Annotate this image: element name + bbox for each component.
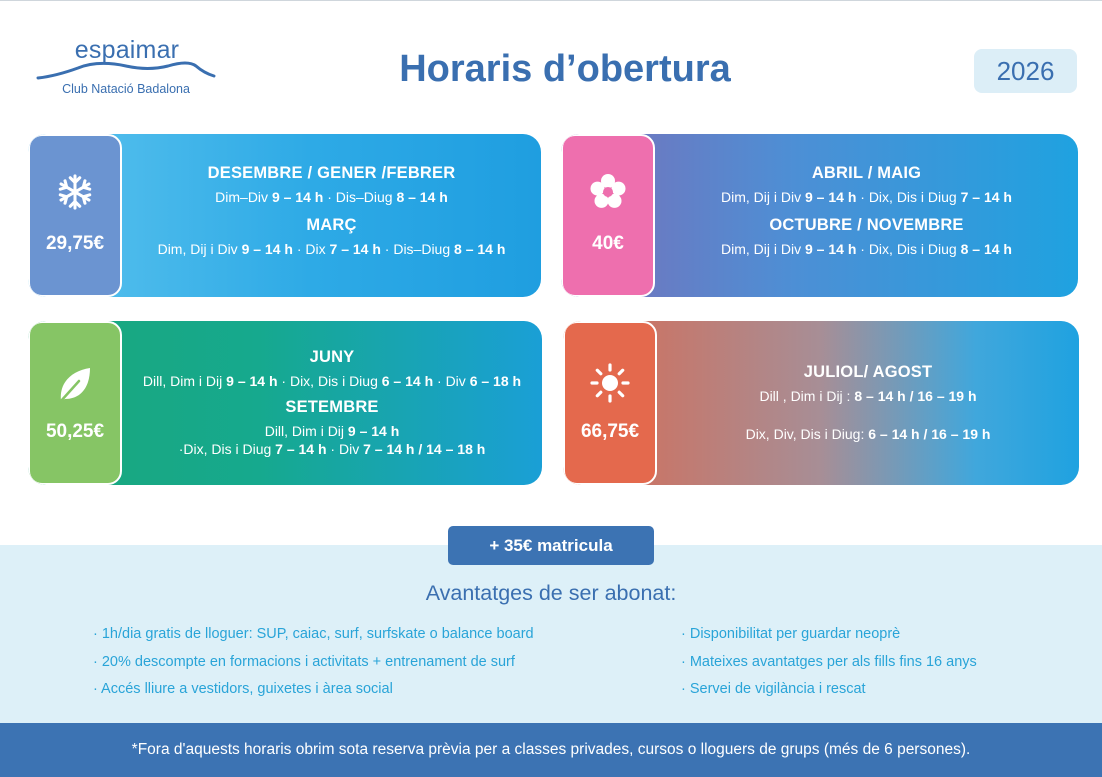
list-item: · Disponibilitat per guardar neoprè xyxy=(681,626,901,642)
time-range: 8 – 14 h xyxy=(454,241,506,257)
advantages-title: Avantatges de ser abonat: xyxy=(425,581,677,605)
time-range: 9 – 14 h xyxy=(241,241,293,257)
schedule-line xyxy=(657,388,1079,404)
card-side-summer-shoulder xyxy=(28,321,122,485)
day-label: Dim, Dij i Div xyxy=(721,189,805,205)
schedule-heading: DESEMBRE / GENER /FEBRER xyxy=(207,164,456,182)
advantages-list-left xyxy=(93,626,534,709)
day-label: Dill, Dim i Dij xyxy=(142,373,227,389)
season-card-winter xyxy=(28,134,541,297)
logo-wave-icon xyxy=(36,60,216,82)
day-label: · Dix, Dis i Diug xyxy=(277,373,382,389)
schedule-line xyxy=(122,441,542,457)
time-range: 8 – 14 h / 16 – 19 h xyxy=(854,388,977,404)
day-label: ·Dix, Dis i Diug xyxy=(178,441,276,457)
list-item: · 20% descompte en formacions i activitats + entrenament de surf xyxy=(93,653,515,670)
advantages-list-right xyxy=(681,626,977,709)
time-range: 6 – 14 h / 16 – 19 h xyxy=(868,426,991,442)
schedule-body xyxy=(655,134,1078,297)
sun-icon xyxy=(590,363,630,403)
time-range: 8 – 14 h xyxy=(960,241,1012,257)
year-badge: 2026 xyxy=(974,49,1077,93)
day-label: · Dix, Dis i Diug xyxy=(856,189,961,205)
time-range: 9 – 14 h xyxy=(226,373,278,389)
schedule-line xyxy=(655,189,1078,205)
time-range: 9 – 14 h xyxy=(271,189,324,205)
schedule-heading: JULIOL/ AGOST xyxy=(803,363,933,381)
schedule-heading: ABRIL / MAIG xyxy=(811,164,922,182)
time-range: 9 – 14 h xyxy=(347,423,400,439)
price-label: 66,75€ xyxy=(580,421,640,442)
time-range: 7 – 14 h xyxy=(960,189,1012,205)
schedule-line xyxy=(655,241,1078,257)
season-card-summer-shoulder xyxy=(28,321,542,485)
schedule-heading: SETEMBRE xyxy=(285,398,379,416)
list-item: · 1h/dia gratis de lloguer: SUP, caiac, surf, surfskate o balance board xyxy=(93,626,534,642)
snowflake-icon xyxy=(55,172,95,212)
registration-fee-badge: + 35€ matricula xyxy=(448,526,654,565)
price-label: 50,25€ xyxy=(45,421,105,442)
card-side-summer xyxy=(563,321,657,485)
schedule-heading: JUNY xyxy=(309,348,355,366)
time-range: 9 – 14 h xyxy=(805,189,857,205)
logo-word: espaimar xyxy=(74,36,180,64)
day-label: · Dis–Diug xyxy=(380,241,455,257)
day-label: · Dis–Diug xyxy=(323,189,397,205)
leaf-icon xyxy=(55,365,95,405)
time-range: 9 – 14 h xyxy=(805,241,857,257)
schedule-body xyxy=(122,134,541,297)
top-divider xyxy=(0,0,1102,1)
day-label: Dill, Dim i Dij xyxy=(264,423,348,439)
time-range: 7 – 14 h xyxy=(275,441,327,457)
schedule-body xyxy=(122,321,542,485)
day-label: Dim–Div xyxy=(215,189,272,205)
flower-icon xyxy=(588,172,628,212)
day-label: · Div xyxy=(326,441,364,457)
time-range: 7 – 14 h / 14 – 18 h xyxy=(363,441,486,457)
day-label: Dix, Div, Dis i Diug: xyxy=(745,426,869,442)
schedule-heading: OCTUBRE / NOVEMBRE xyxy=(769,216,964,234)
time-range: 6 – 14 h xyxy=(381,373,434,389)
schedule-heading: MARÇ xyxy=(306,216,357,234)
day-label: · Div xyxy=(433,373,470,389)
schedule-line xyxy=(122,241,541,257)
price-label: 29,75€ xyxy=(45,233,105,254)
season-card-summer xyxy=(563,321,1079,485)
price-label: 40€ xyxy=(592,233,624,254)
time-range: 7 – 14 h xyxy=(329,241,381,257)
season-card-spring xyxy=(561,134,1078,297)
logo-subtitle: Club Natació Badalona xyxy=(62,82,190,96)
day-label: Dim, Dij i Div xyxy=(157,241,242,257)
schedule-line xyxy=(657,426,1079,442)
schedule-line xyxy=(122,373,542,389)
schedule-line xyxy=(122,189,541,205)
time-range: 8 – 14 h xyxy=(396,189,448,205)
list-item: · Mateixes avantatges per als fills fins 16 anys xyxy=(681,653,977,670)
footer-note: *Fora d'aquests horaris obrim sota reserva prèvia per a classes privades, cursos o lloguers de grups (més de 6 persones). xyxy=(0,723,1102,777)
card-side-winter xyxy=(28,134,122,297)
schedule-body xyxy=(657,321,1079,485)
time-range: 6 – 18 h xyxy=(469,373,522,389)
day-label: · Dix, Dis i Diug xyxy=(856,241,961,257)
list-item: · Servei de vigilància i rescat xyxy=(681,681,866,697)
day-label: Dill , Dim i Dij : xyxy=(759,388,855,404)
day-label: Dim, Dij i Div xyxy=(721,241,805,257)
day-label: · Dix xyxy=(292,241,330,257)
list-item: · Accés lliure a vestidors, guixetes i àrea social xyxy=(93,681,393,697)
card-side-spring xyxy=(561,134,655,297)
page-title: Horaris d’obertura xyxy=(399,48,731,90)
schedule-line xyxy=(122,423,542,439)
espaimar-logo xyxy=(36,36,216,100)
